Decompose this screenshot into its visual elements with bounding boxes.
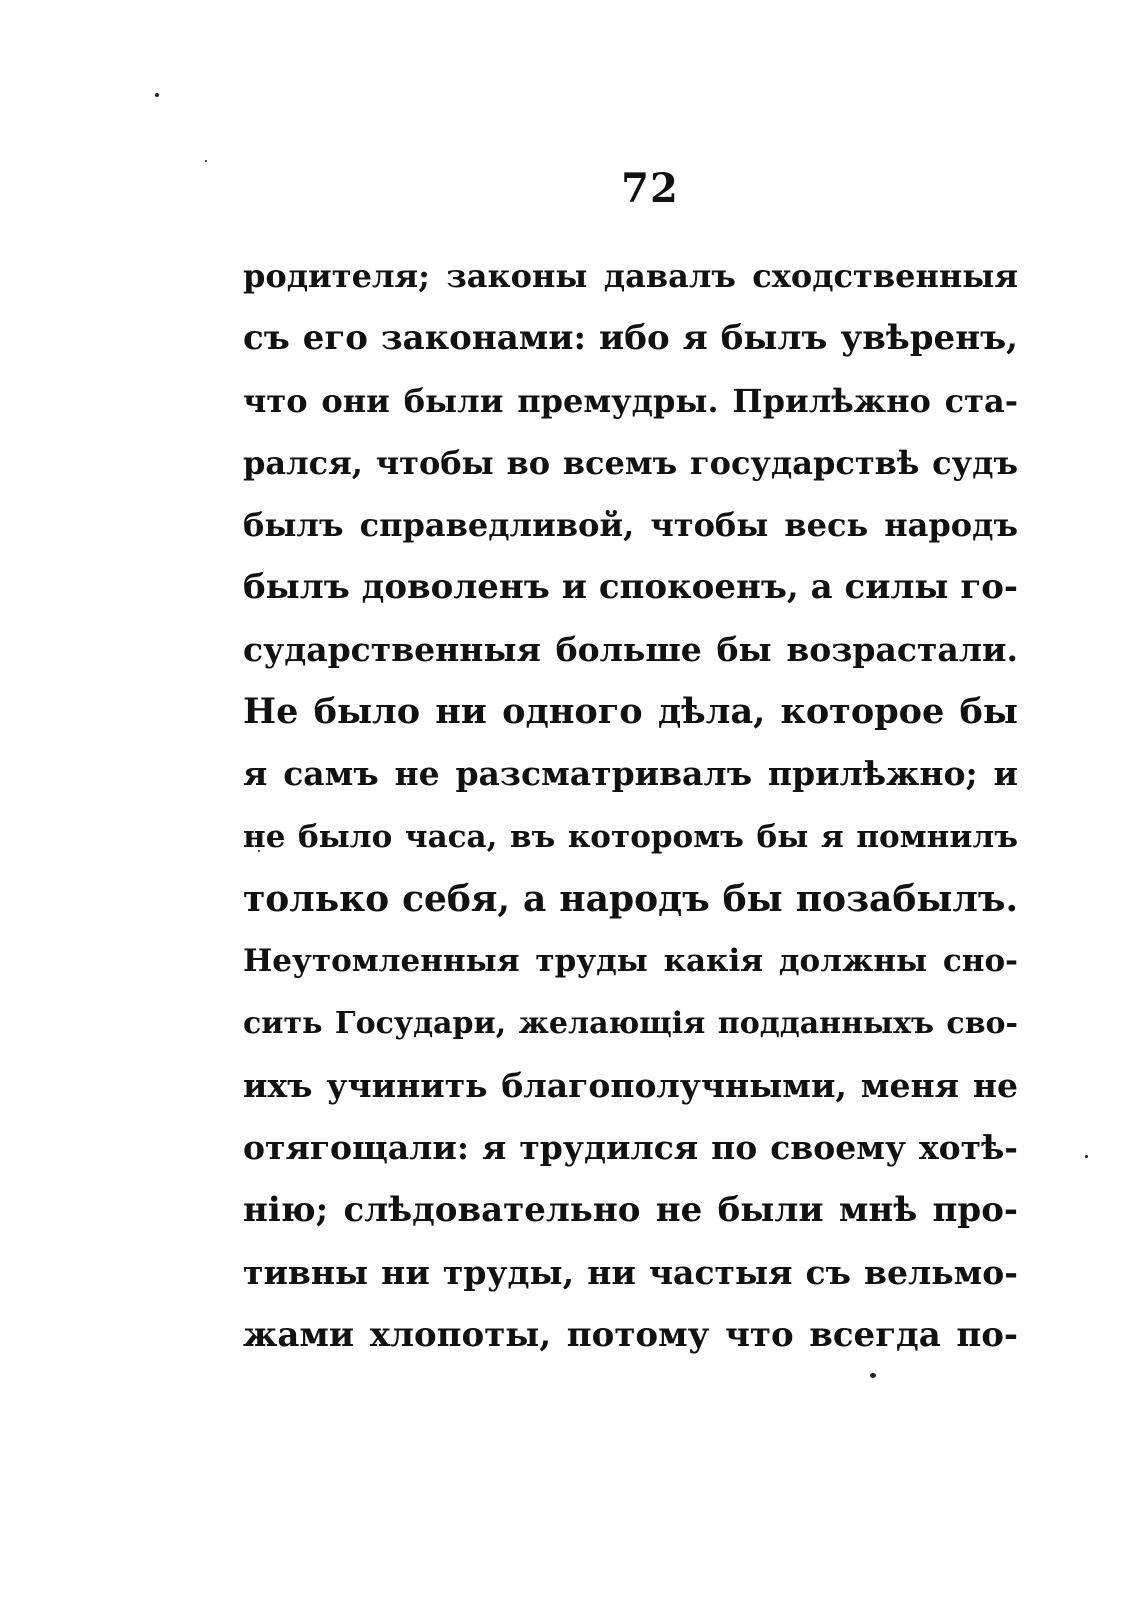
text-line: отягощали: я трудился по своему хотѣ- bbox=[243, 1128, 1018, 1168]
ink-speck bbox=[155, 93, 159, 97]
ink-speck bbox=[870, 1373, 876, 1378]
ink-speck bbox=[205, 160, 207, 162]
text-line: жами хлопоты, потому что всегда по- bbox=[243, 1315, 1018, 1356]
text-line: сить Государи, желающія подданныхъ сво- bbox=[243, 1005, 1018, 1041]
body-text bbox=[243, 245, 1018, 1366]
text-line: только себя, а народъ бы позабылъ. bbox=[243, 877, 1018, 920]
text-line: былъ справедливой, чтобы весь народъ bbox=[243, 506, 1018, 545]
text-line: что они были премудры. Прилѣжно ста- bbox=[243, 381, 1018, 420]
page-number: 72 bbox=[621, 165, 679, 212]
text-line: Не было ни одного дѣла, которое бы bbox=[243, 691, 1018, 733]
text-line: сударственныя больше бы возрастали. bbox=[243, 629, 1018, 669]
text-line: ихъ учинить благополучными, меня не bbox=[243, 1065, 1018, 1105]
text-line: съ его законами: ибо я былъ увѣренъ, bbox=[243, 318, 1018, 359]
text-line: я самъ не разсматривалъ прилѣжно; и bbox=[243, 754, 1018, 794]
text-line: тивны ни труды, ни частыя съ вельмо- bbox=[243, 1252, 1018, 1292]
text-line: Неутомленныя труды какія должны сно- bbox=[243, 943, 1018, 980]
text-line: не было часа, въ которомъ бы я помнилъ bbox=[243, 818, 1018, 855]
ink-speck bbox=[1085, 1155, 1088, 1158]
text-line: родителя; законы давалъ сходственныя bbox=[243, 257, 1018, 295]
text-line: нію; слѣдовательно не были мнѣ про- bbox=[243, 1190, 1018, 1231]
text-line: рался, чтобы во всемъ государствѣ судъ bbox=[243, 443, 1018, 482]
text-line: былъ доволенъ и спокоенъ, а силы го- bbox=[243, 567, 1018, 608]
